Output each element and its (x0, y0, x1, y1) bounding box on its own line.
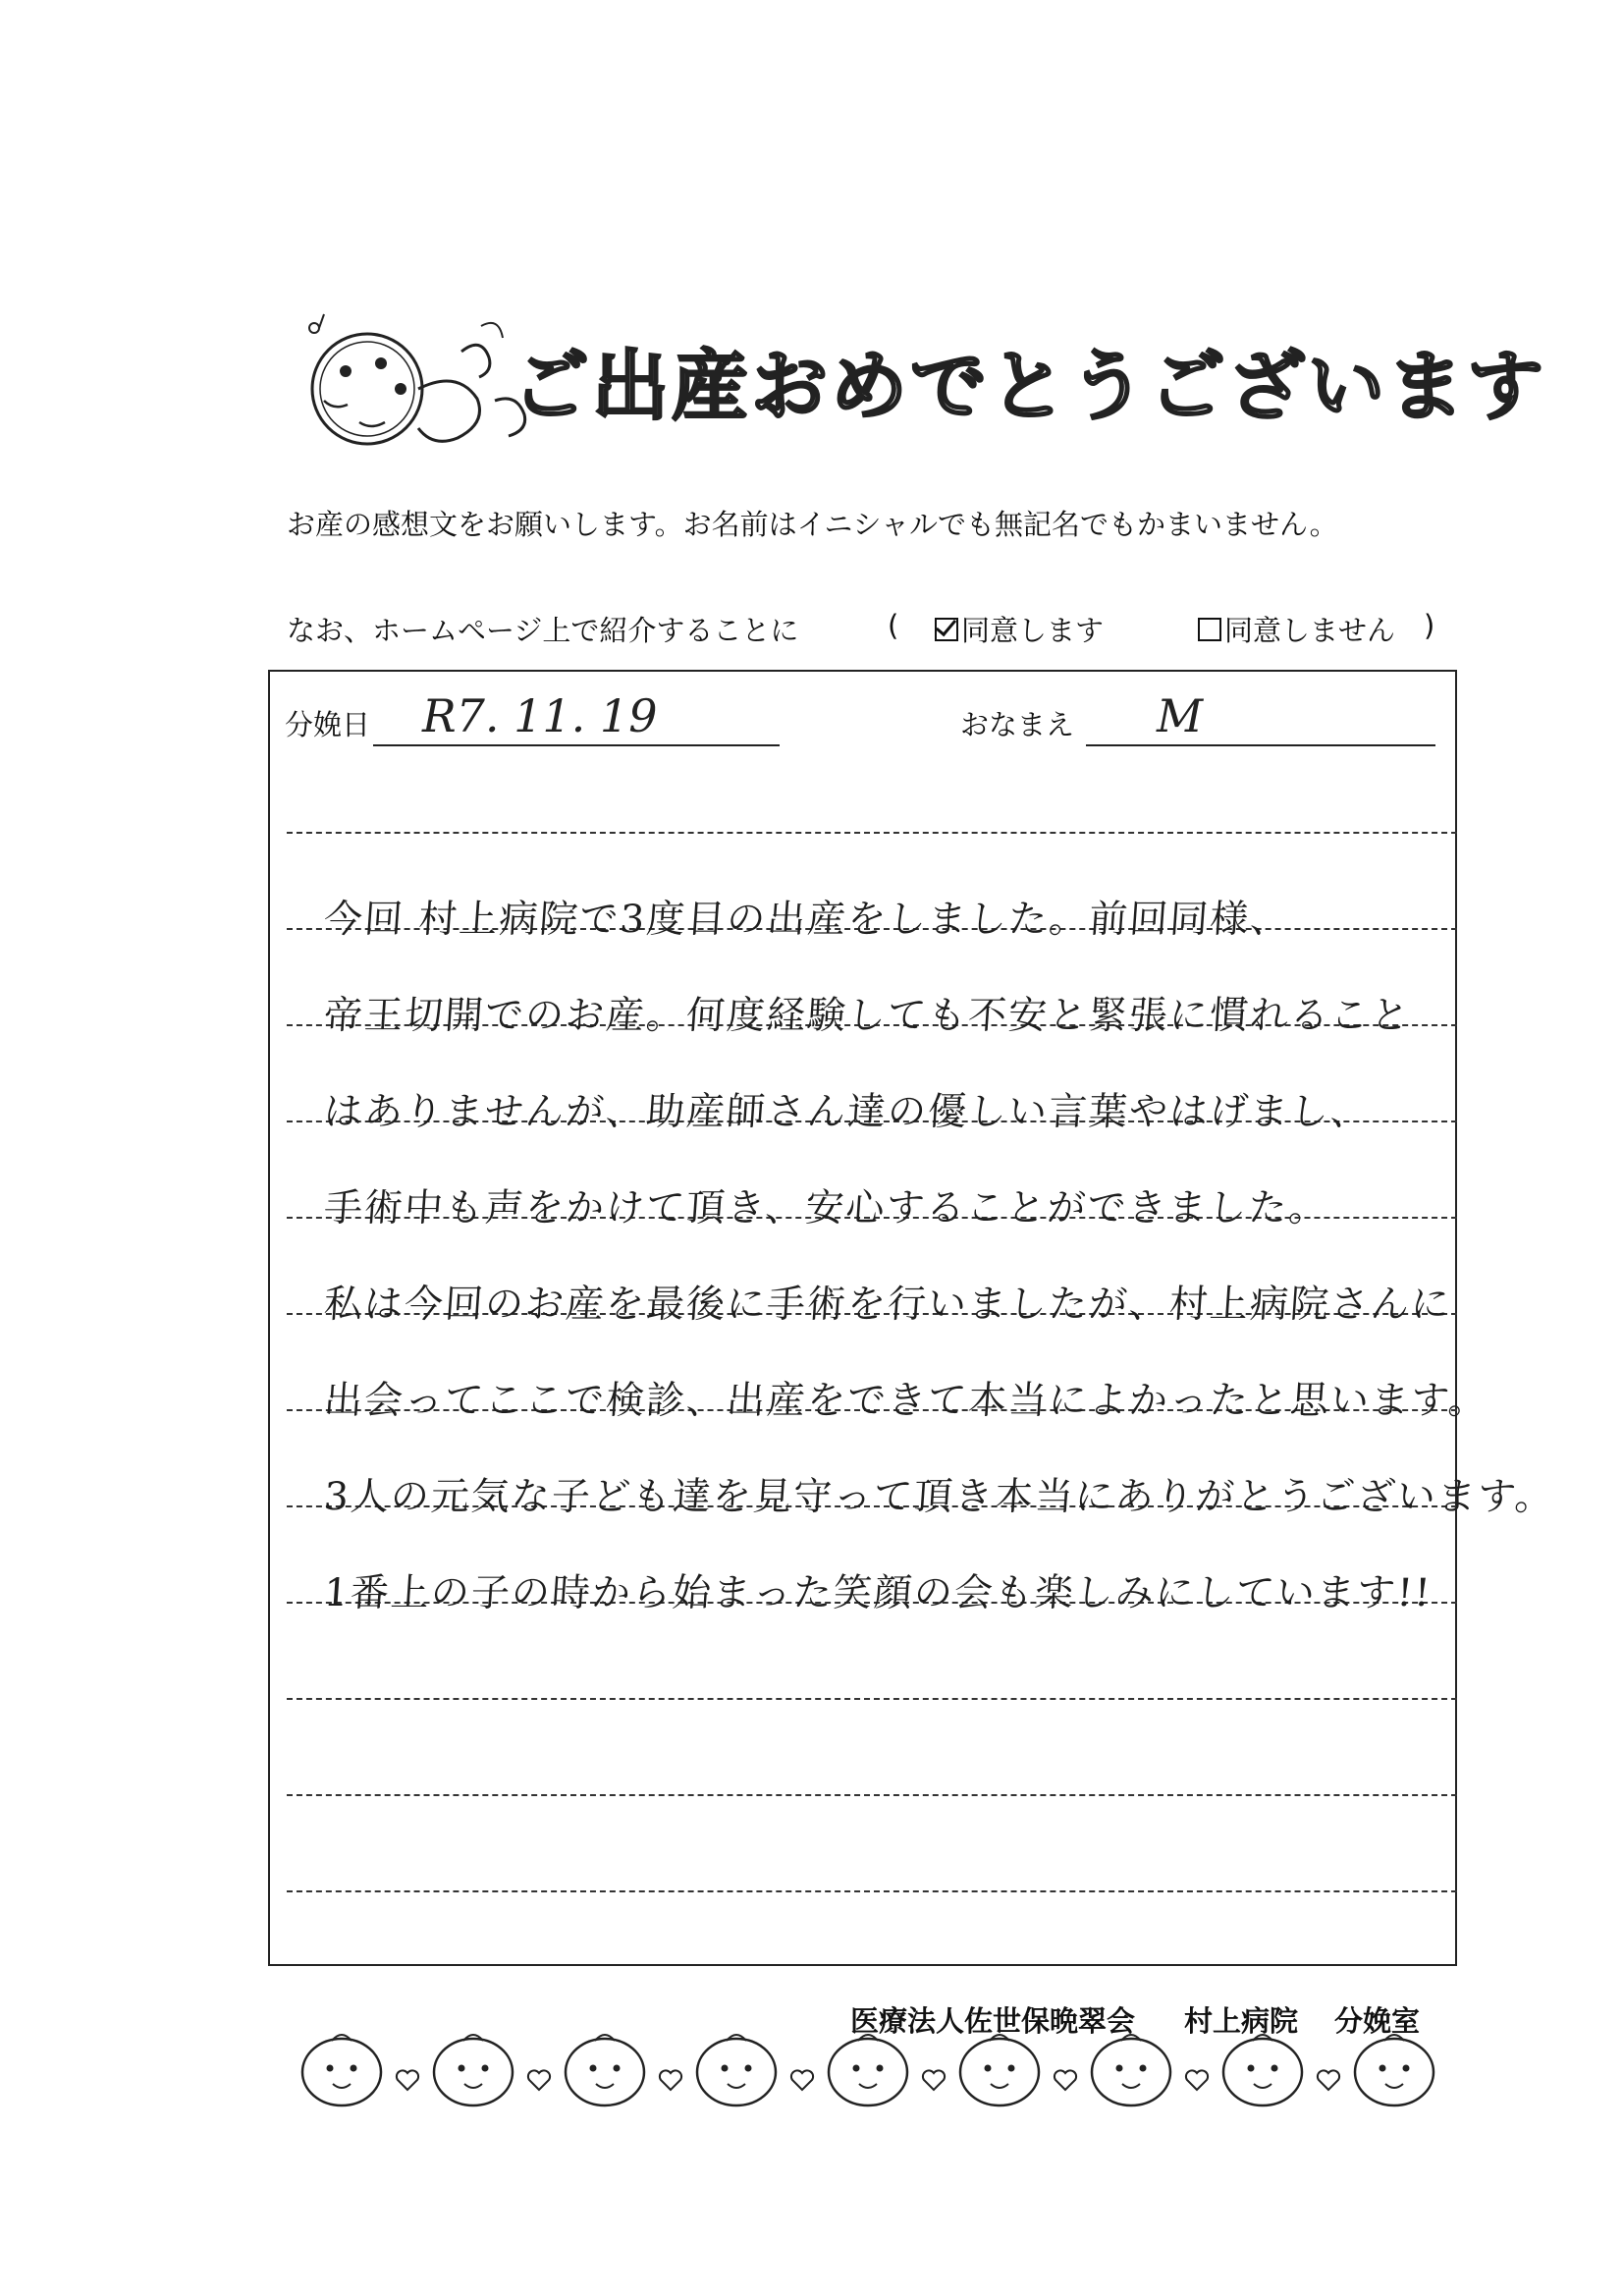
name-field[interactable] (960, 689, 1451, 754)
message-line: 私は今回のお産を最後に手術を行いましたが、村上病院さんに (322, 1283, 1453, 1327)
instruction-text: お産の感想文をお願いします。お名前はイニシャルでも無記名でもかまいません。 (287, 508, 1338, 541)
baby-face-icon (960, 2035, 1039, 2105)
baby-faces-decoration (295, 2021, 1453, 2119)
heart-icon (1318, 2070, 1339, 2090)
agree-option[interactable] (935, 609, 1104, 649)
consent-line (287, 609, 1445, 648)
baby-face-icon (566, 2035, 644, 2105)
heart-icon (791, 2070, 813, 2090)
delivery-date-field[interactable] (285, 689, 795, 754)
delivery-date-underline (373, 744, 780, 746)
heart-icon (923, 2070, 945, 2090)
ruled-line (287, 1698, 1457, 1700)
consent-paren-close: ) (1424, 609, 1435, 642)
ruled-line (287, 1890, 1457, 1892)
message-line: 3人の元気な子ども達を見守って頂き本当にありがとうございます。 (322, 1475, 1557, 1519)
name-label: おなまえ (960, 708, 1075, 741)
agree-checkbox[interactable] (935, 618, 958, 641)
agree-label: 同意します (961, 614, 1105, 647)
heart-icon (397, 2070, 418, 2090)
name-value: M (1157, 689, 1204, 742)
delivery-date-value: R7. 11. 19 (422, 689, 658, 742)
name-underline (1086, 744, 1435, 746)
message-line: 手術中も声をかけて頂き、安心することができました。 (322, 1186, 1331, 1230)
header (285, 312, 1547, 460)
heart-icon (1055, 2070, 1076, 2090)
message-line: 今回 村上病院で3度目の出産をしました。前回同様、 (322, 898, 1292, 942)
baby-crawling-icon (285, 312, 540, 460)
page-title: ご出産おめでとうございます (513, 343, 1547, 431)
baby-face-icon (302, 2035, 381, 2105)
ruled-line (287, 1794, 1457, 1796)
baby-face-icon (1355, 2035, 1434, 2105)
message-line: はありませんが、助産師さん達の優しい言葉やはげまし、 (322, 1090, 1373, 1134)
message-line: 1番上の子の時から始まった笑顔の会も楽しみにしています!! (322, 1571, 1434, 1615)
baby-face-icon (434, 2035, 513, 2105)
ruled-line (287, 832, 1457, 834)
message-line: 出会ってここで検診、出産をできて本当によかったと思います。 (322, 1379, 1490, 1423)
consent-paren-open: ( (888, 609, 899, 642)
consent-lead: なお、ホームページ上で紹介することに (287, 614, 799, 647)
heart-icon (660, 2070, 681, 2090)
org-name: 医療法人佐世保晩翠会 (850, 2004, 1136, 2038)
disagree-label: 同意しません (1224, 614, 1396, 647)
baby-face-icon (697, 2035, 776, 2105)
disagree-option[interactable] (1198, 609, 1395, 649)
hospital-name: 村上病院 (1184, 2004, 1299, 2038)
baby-face-icon (829, 2035, 907, 2105)
baby-face-icon (1223, 2035, 1302, 2105)
disagree-checkbox[interactable] (1198, 618, 1221, 641)
delivery-date-label: 分娩日 (285, 708, 371, 741)
baby-face-icon (1092, 2035, 1170, 2105)
heart-icon (528, 2070, 550, 2090)
handwritten-message (322, 872, 1557, 1642)
message-line: 帝王切開でのお産。何度経験しても不安と緊張に慣れること (322, 994, 1413, 1038)
ward-name: 分娩室 (1334, 2004, 1421, 2038)
heart-icon (1186, 2070, 1208, 2090)
